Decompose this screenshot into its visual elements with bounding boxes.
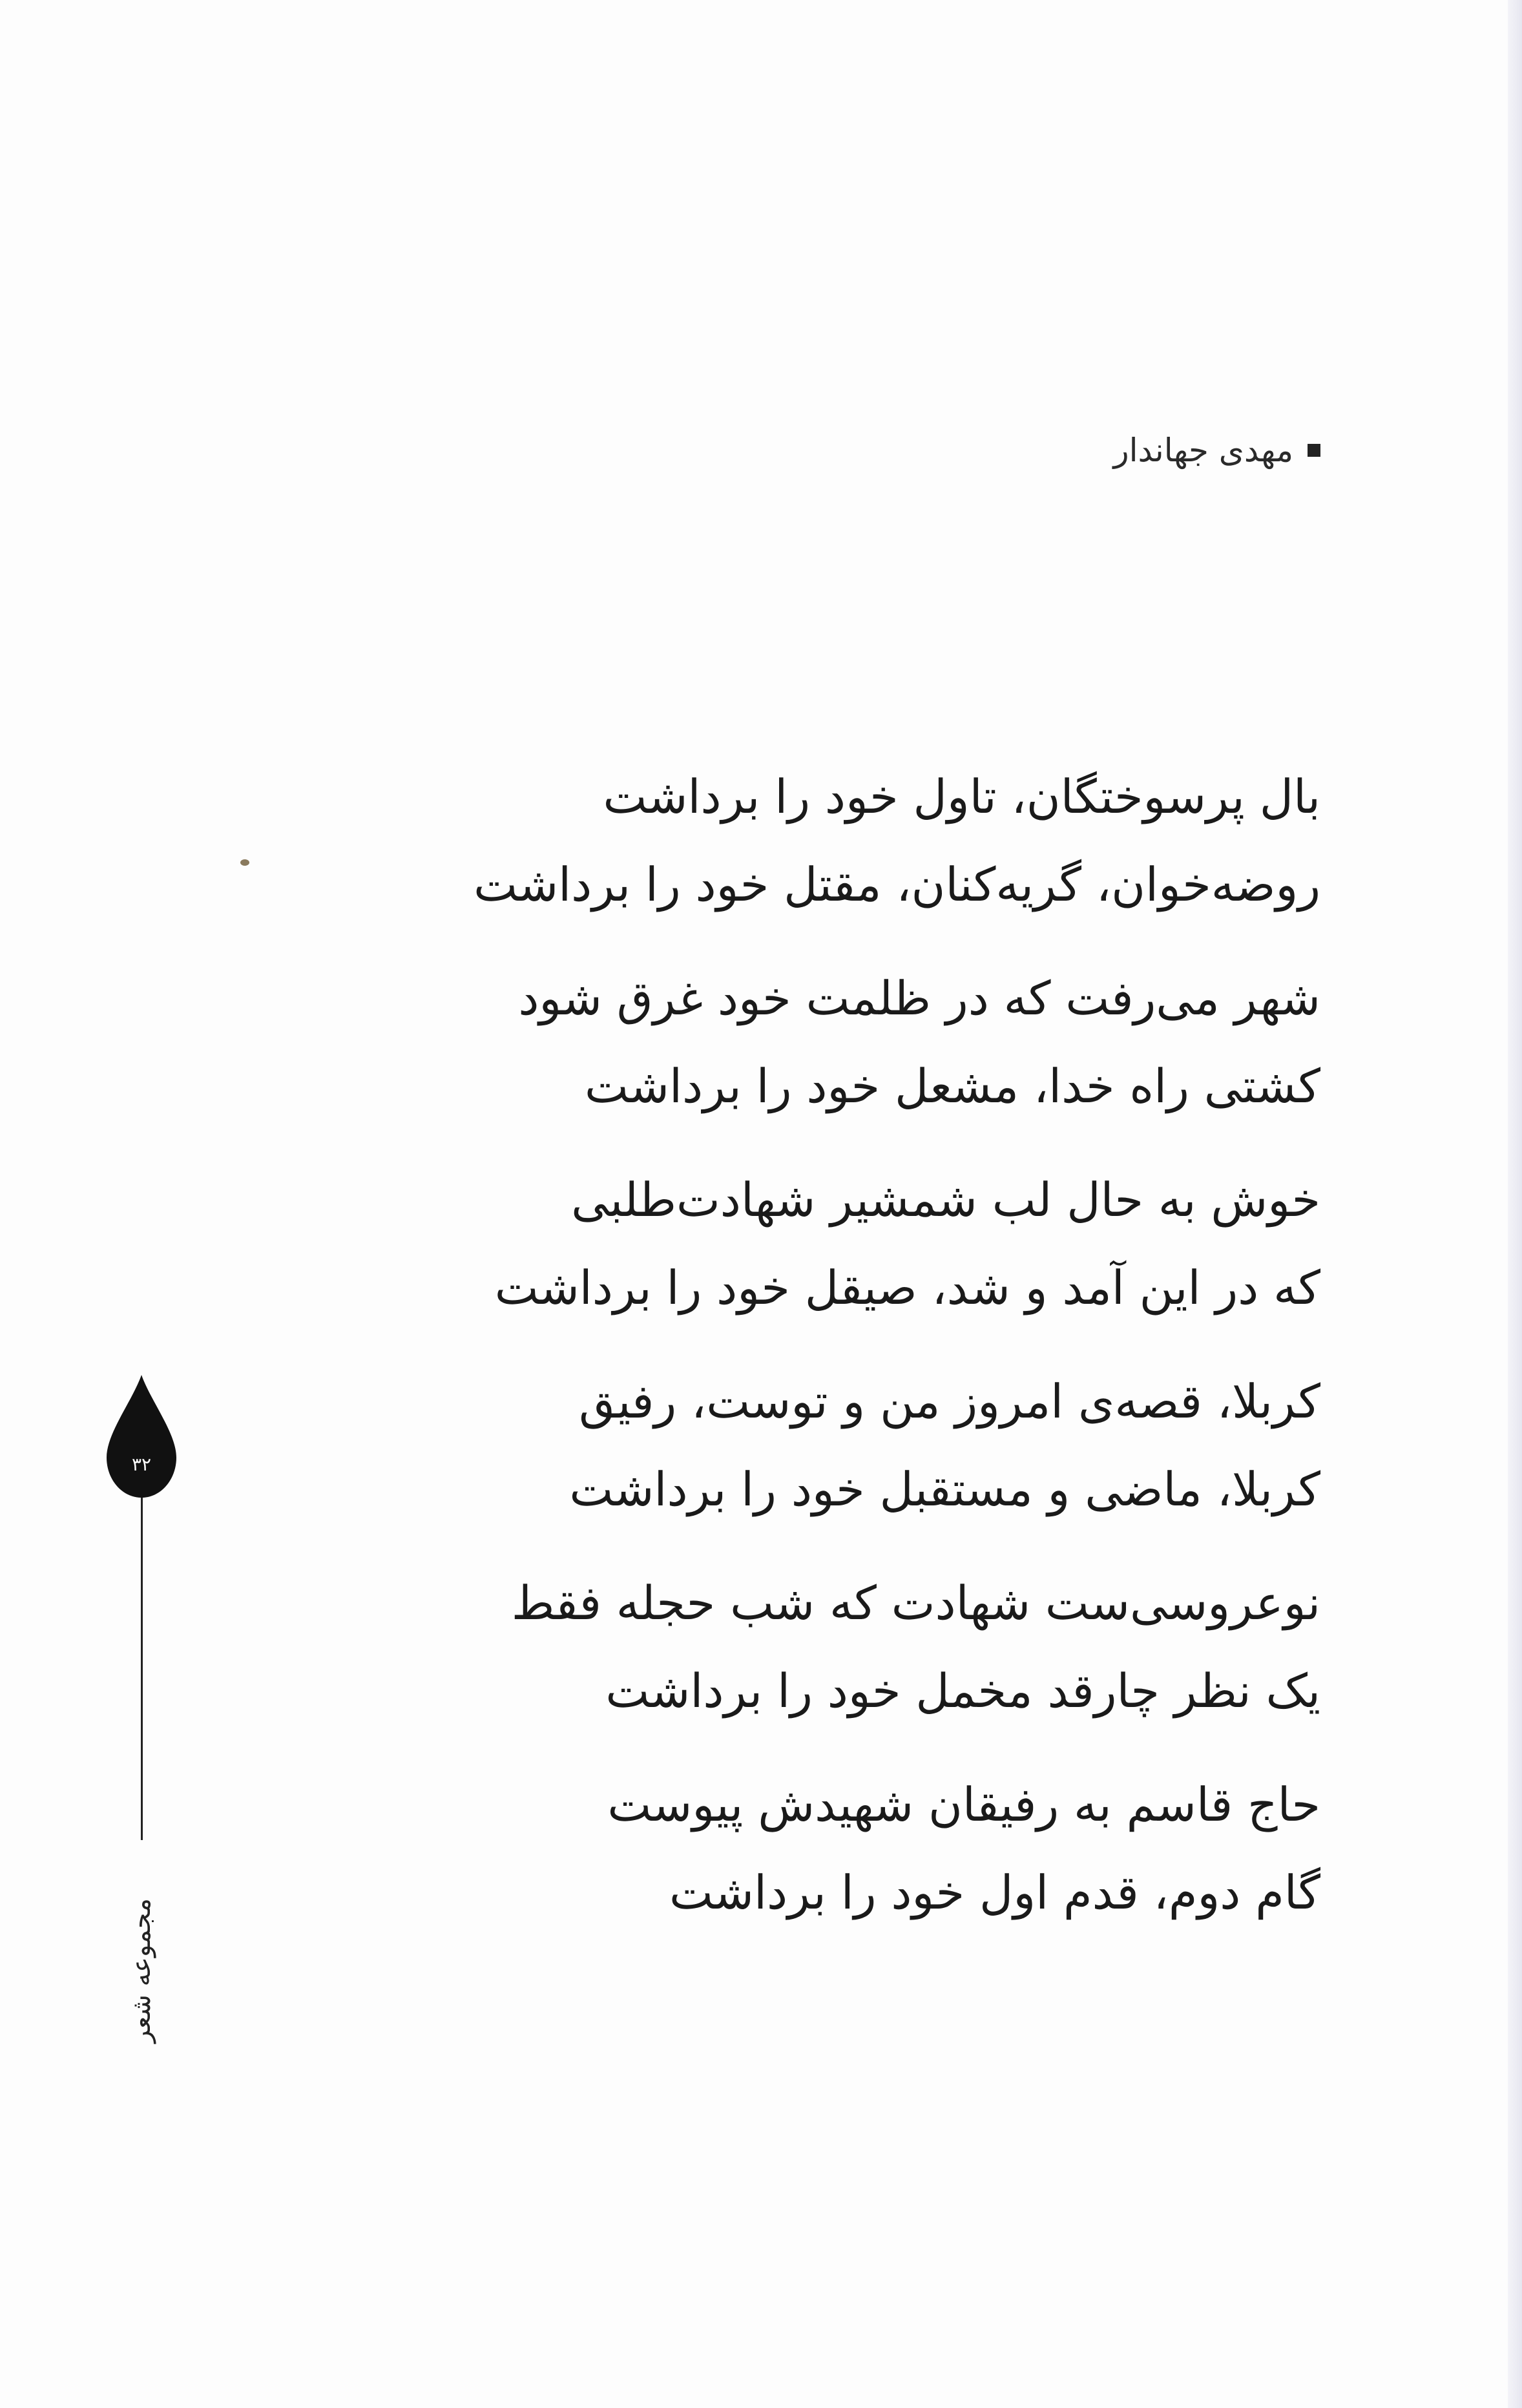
verse-line: کشتی راه خدا، مشعل خود را برداشت — [584, 1059, 1320, 1113]
stanza — [351, 954, 1320, 1130]
stanza — [351, 1156, 1320, 1332]
verse-line: حاج قاسم به رفیقان شهیدش پیوست — [607, 1777, 1320, 1832]
collection-label: مجموعه شعر — [127, 1898, 156, 2043]
paper-speck — [240, 859, 249, 866]
author-header — [1114, 432, 1321, 469]
square-bullet-icon — [1308, 444, 1320, 457]
page-number: ۳۲ — [131, 1454, 152, 1475]
verse-line: که در این آمد و شد، صیقل خود را برداشت — [494, 1261, 1320, 1315]
verse-line: گام دوم، قدم اول خود را برداشت — [669, 1865, 1320, 1920]
verse-line: نوعروسی‌ست شهادت که شب حجله فقط — [511, 1576, 1320, 1630]
verse-line: خوش به حال لب شمشیر شهادت‌طلبی — [571, 1173, 1320, 1227]
verse-line: کربلا، قصه‌ی امروز من و توست، رفیق — [579, 1374, 1320, 1429]
verse-line: روضه‌خوان، گریه‌کنان، مقتل خود را برداشت — [474, 857, 1320, 912]
stanza — [351, 1357, 1320, 1533]
stanza — [351, 753, 1320, 928]
stanza — [351, 1761, 1320, 1936]
ink-drop-icon — [107, 1375, 176, 1498]
verse-line: بال پرسوختگان، تاول خود را برداشت — [603, 770, 1320, 824]
stanza — [351, 1559, 1320, 1735]
page-edge — [1508, 0, 1522, 2408]
verse-line: یک نظر چارقد مخمل خود را برداشت — [605, 1664, 1320, 1718]
verse-line: کربلا، ماضی و مستقبل خود را برداشت — [569, 1462, 1320, 1516]
author-name: مهدی جهاندار — [1113, 432, 1293, 469]
vertical-rule — [141, 1498, 143, 1840]
verse-line: شهر می‌رفت که در ظلمت خود غرق شود — [518, 971, 1320, 1025]
poem — [351, 753, 1320, 1962]
